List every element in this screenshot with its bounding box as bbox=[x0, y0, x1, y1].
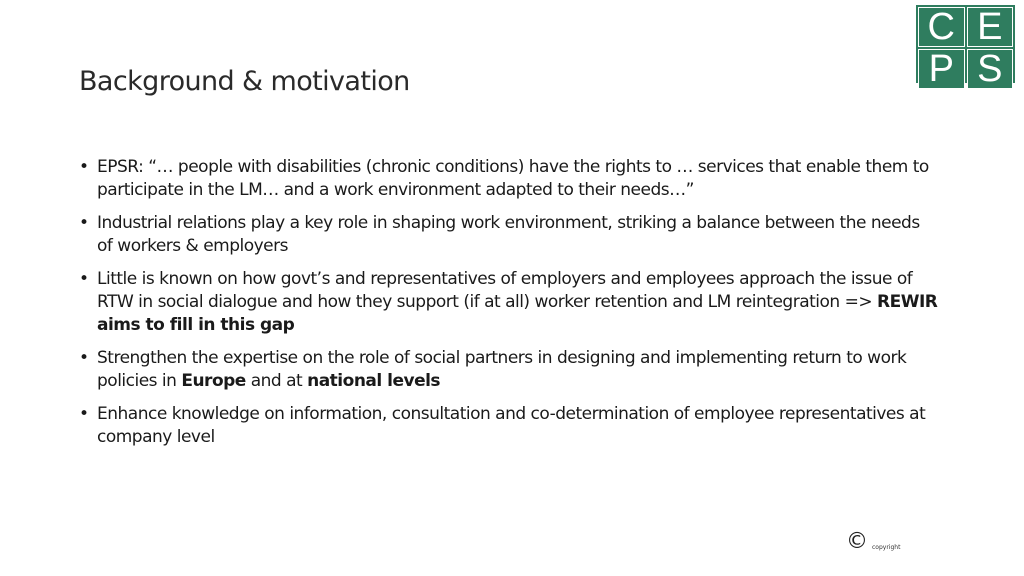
bullet-text: Little is known on how govt’s and representatives of employers and employees approach the issue of RTW in social dialogue and how they support (if at all) worker retention and LM reintegration => bbox=[97, 269, 913, 312]
bullet-item bbox=[79, 347, 939, 393]
bullet-text: EPSR: “… people with disabilities (chronic conditions) have the rights to … services that enable them to participate in the LM… and a work environment adapted to their needs…” bbox=[97, 157, 929, 200]
logo-letter-c: C bbox=[918, 7, 965, 47]
bullet-item bbox=[79, 268, 939, 337]
bullet-dot: • bbox=[79, 404, 89, 424]
logo-letter-p: P bbox=[918, 49, 965, 89]
bullet-text-bold: national levels bbox=[307, 371, 441, 391]
bullet-dot: • bbox=[79, 269, 89, 289]
bullet-text: Enhance knowledge on information, consultation and co-determination of employee representatives at company level bbox=[97, 404, 926, 447]
bullet-text-bold: Europe bbox=[181, 371, 246, 391]
bullet-dot: • bbox=[79, 157, 89, 177]
copyright-label: copyright bbox=[872, 544, 901, 551]
bullet-list bbox=[79, 156, 939, 459]
slide-title: Background & motivation bbox=[79, 66, 410, 97]
logo-letter-s: S bbox=[967, 49, 1014, 89]
bullet-text-bold: REWIR aims to fill in this gap bbox=[97, 292, 938, 335]
bullet-item bbox=[79, 403, 939, 449]
bullet-dot: • bbox=[79, 348, 89, 368]
bullet-item bbox=[79, 156, 939, 202]
ceps-logo bbox=[916, 5, 1015, 90]
copyright-mark bbox=[846, 531, 900, 553]
bullet-item bbox=[79, 212, 939, 258]
bullet-dot: • bbox=[79, 213, 89, 233]
bullet-text: and at bbox=[245, 371, 308, 391]
bullet-text: Industrial relations play a key role in shaping work environment, striking a balance between the needs of workers & employers bbox=[97, 213, 920, 256]
bullet-text: Strengthen the expertise on the role of social partners in designing and implementing return to work policies in bbox=[97, 348, 907, 391]
logo-letter-e: E bbox=[967, 7, 1014, 47]
copyright-icon: © bbox=[846, 529, 868, 554]
